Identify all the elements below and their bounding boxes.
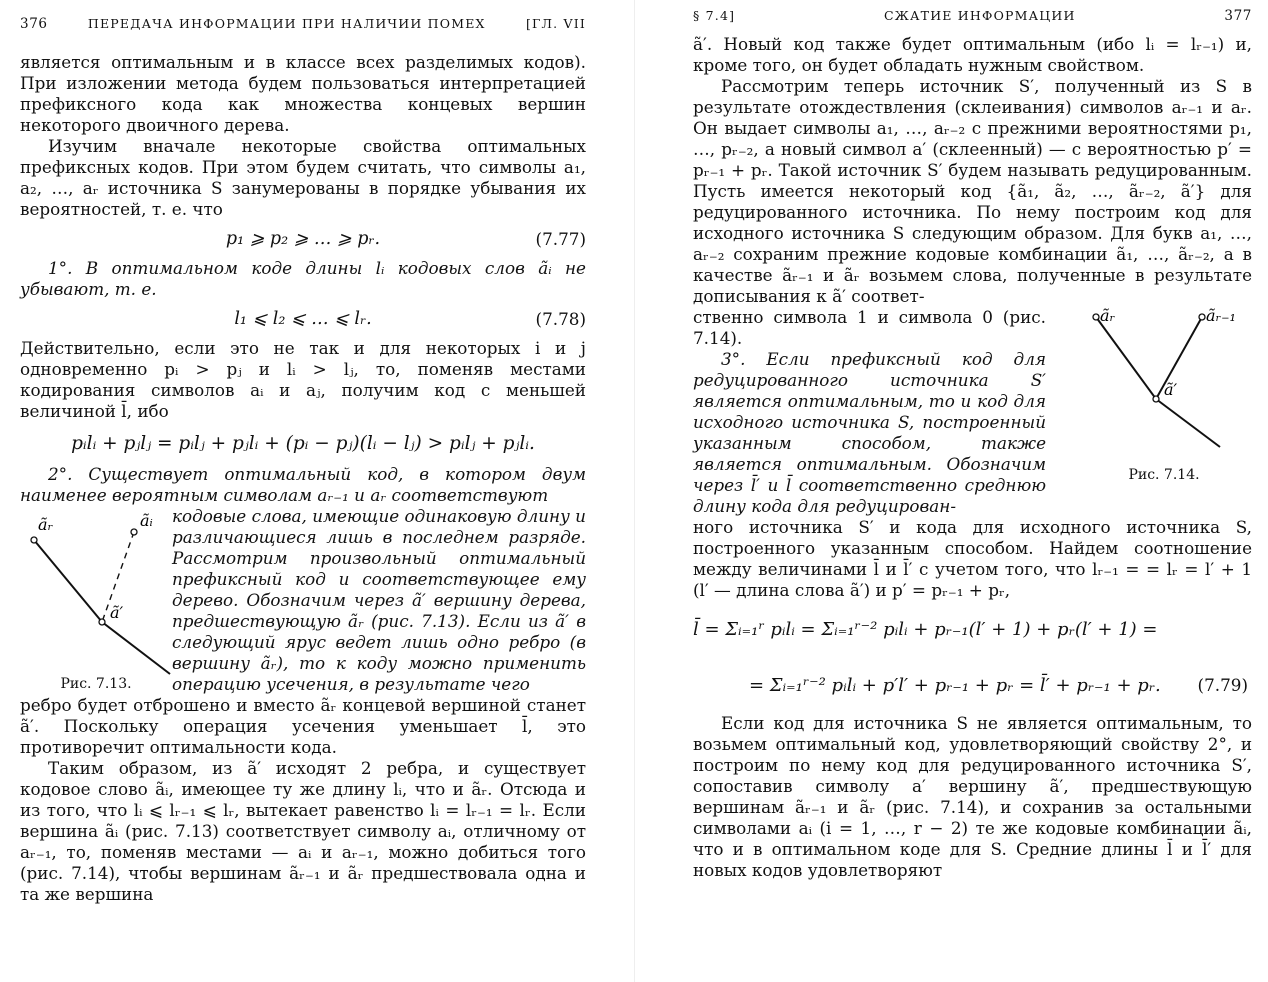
right-para-4: Если код для источника S не является оптимальным, то возьмем оптимальный код, удовлетворяющий свойству 2°, и построим по нему код для редуцированного источника S′, сопоставив символу a′ вершину ã′, предшествующую вершинам ãᵣ₋₁ и ãᵣ (рис. 7.14), и сохранив за остальными символами aᵢ (i = 1, …, r − 2) те же кодовые комбинации ãᵢ, что и в оптимальном коде для S. Средние длины l̄ и l̄′ для новых кодов удовлетворяют	[693, 713, 1252, 880]
fig13-edge-root	[102, 622, 170, 674]
left-para-1: является оптимальным и в классе всех разделимых кодов). При изложении метода будем пользоваться интерпретацией префиксного кода как множества концевых вершин некоторого двоичного дерева.	[20, 52, 586, 135]
fig14-edge-root	[1156, 399, 1220, 447]
right-running-title: СЖАТИЕ ИНФОРМАЦИИ	[883, 8, 1076, 23]
figure-7-13-block	[20, 506, 586, 695]
equation-7-78	[20, 302, 586, 336]
right-para-1: ã′. Новый код также будет оптимальным (ибо lᵢ = lᵣ₋₁) и, кроме того, он будет обладать нужным свойством.	[693, 34, 1252, 75]
figure-7-14	[1056, 307, 1252, 517]
equation-7-77	[20, 222, 586, 256]
left-running-title: ПЕРЕДАЧА ИНФОРМАЦИИ ПРИ НАЛИЧИИ ПОМЕХ	[87, 16, 486, 31]
equation-7-77-number: (7.77)	[535, 229, 586, 249]
equation-inequality-body: pᵢlᵢ + pⱼlⱼ = pᵢlⱼ + pⱼlᵢ + (pᵢ − pⱼ)(lᵢ − lⱼ) > pᵢlⱼ + pⱼlᵢ.	[71, 432, 535, 454]
proposition-2-side-text: кодовые слова, имеющие одинаковую длину и различающиеся лишь в последнем разряде. Рассмотрим произвольный оптимальный префиксный код и соответствующее ему дерево. Обозначим через ã′ вершину дерева, предшествующую ãᵣ (рис. 7.13). Если из ã′ в следующий ярус ведет лишь одно ребро (в вершину ãᵣ), то к коду можно применить операцию усечения, в результате чего	[172, 506, 586, 694]
proposition-2-side	[172, 506, 586, 695]
right-page-number: 377	[1224, 8, 1252, 24]
fig13-node-i	[131, 529, 137, 535]
fig14-label-r: ãᵣ	[1100, 307, 1116, 325]
left-chapter-label: [ГЛ. VII	[525, 16, 586, 31]
right-para-2: Рассмотрим теперь источник S′, полученный из S в результате отождествления (склеивания) символов aᵣ₋₁ и aᵣ. Он выдает символы a₁, …, aᵣ₋₂ с прежними вероятностями p₁, …, pᵣ₋₂, а новый символ a′ (склеенный) — с вероятностью p′ = pᵣ₋₁ + pᵣ. Такой источник S′ будем называть редуцированным. Пусть имеется некоторый код {ã₁, ã₂, …, ãᵣ₋₂, ã′} для редуцированного источника. По нему построим код для исходного источника S следующим образом. Для букв a₁, …, aᵣ₋₂ сохраним прежние кодовые комбинации ã₁, …, ãᵣ₋₂, а в качестве ãᵣ₋₁ и ãᵣ возьмем слова, полученные в результате дописывания к ã′ соответ-	[693, 76, 1252, 306]
equation-7-78-body: l₁ ⩽ l₂ ⩽ … ⩽ lᵣ.	[234, 309, 372, 329]
left-para-2: Изучим вначале некоторые свойства оптимальных префиксных кодов. При этом будем считать, что символы a₁, a₂, …, aᵣ источника S занумерованы в порядке убывания их вероятностей, т. е. что	[20, 136, 586, 219]
right-running-head	[693, 8, 1252, 24]
left-body	[20, 52, 586, 905]
left-para-4: ребро будет отброшено и вместо ãᵣ концевой вершиной станет ã′. Поскольку операция усечения уменьшает l̄, это противоречит оптимальности кода.	[20, 695, 586, 757]
proposition-3-column	[693, 307, 1046, 517]
figure-7-14-caption: Рис. 7.14.	[1128, 467, 1200, 483]
right-side-text: ственно символа 1 и символа 0 (рис. 7.14).	[693, 307, 1046, 348]
figure-7-13-tree	[20, 506, 172, 676]
fig13-node-parent	[99, 619, 105, 625]
fig13-node-r	[31, 537, 37, 543]
fig13-label-i: ãᵢ	[140, 511, 153, 530]
figure-7-13-caption: Рис. 7.13.	[60, 676, 132, 692]
equation-7-78-number: (7.78)	[535, 309, 586, 329]
fig14-edge-r1	[1156, 317, 1202, 399]
fig14-label-parent: ã′	[1164, 380, 1178, 399]
left-page-number: 376	[20, 16, 48, 32]
equation-7-79-line-2-body: = Σᵢ₌₁ʳ⁻² pᵢlᵢ + p′l′ + pᵣ₋₁ + pᵣ = l̄′ + pᵣ₋₁ + pᵣ.	[749, 674, 1161, 696]
right-para-3: ного источника S′ и кода для исходного источника S, построенного указанным способом. Найдем соотношение между величинами l̄ и l̄′ с учетом того, что lᵣ₋₁ = = lᵣ = l′ + 1 (l′ — длина слова ã′) и p′ = pᵣ₋₁ + pᵣ,	[693, 517, 1252, 600]
right-body	[693, 34, 1252, 881]
left-para-3: Действительно, если это не так и для некоторых i и j одновременно pᵢ > pⱼ и lᵢ > lⱼ, то, поменяв местами кодирования символов aᵢ и aⱼ, получим код с меньшей величиной l̄, ибо	[20, 338, 586, 421]
fig14-node-r1	[1199, 314, 1205, 320]
equation-7-79-line-1	[693, 601, 1252, 657]
figure-7-13	[20, 506, 172, 695]
equation-7-79-line-1-body: l̄ = Σᵢ₌₁ʳ pᵢlᵢ = Σᵢ₌₁ʳ⁻² pᵢlᵢ + pᵣ₋₁(l′ + 1) + pᵣ(l′ + 1) =	[693, 618, 1158, 640]
right-section-label: § 7.4]	[693, 8, 736, 23]
fig13-label-parent: ã′	[110, 603, 124, 622]
fig14-node-parent	[1153, 396, 1159, 402]
figure-7-14-tree	[1056, 307, 1252, 467]
proposition-3: 3°. Если префиксный код для редуцированного источника S′ является оптимальным, то и код для исходного источника S, построенный указанным способом, также является оптимальным. Обозначим через l̄′ и l̄ соответственно среднюю длину кода для редуцирован-	[693, 349, 1046, 516]
equation-inequality	[20, 424, 586, 462]
equation-7-79-number: (7.79)	[1197, 675, 1248, 695]
right-page	[634, 0, 1268, 982]
left-running-head	[20, 16, 586, 32]
equation-7-79-line-2	[693, 657, 1252, 713]
fig14-edge-r	[1096, 317, 1156, 399]
fig14-label-r1: ãᵣ₋₁	[1206, 307, 1236, 325]
fig14-node-r	[1093, 314, 1099, 320]
equation-7-77-body: p₁ ⩾ p₂ ⩾ … ⩾ pᵣ.	[225, 229, 381, 249]
proposition-1: 1°. В оптимальном коде длины lᵢ кодовых слов ãᵢ не убывают, т. е.	[20, 258, 586, 299]
left-para-5: Таким образом, из ã′ исходят 2 ребра, и существует кодовое слово ãᵢ, имеющее ту же длину lᵢ, что и ãᵣ. Отсюда и из того, что lᵢ ⩽ lᵣ₋₁ ⩽ lᵣ, вытекает равенство lᵢ = lᵣ₋₁ = lᵣ. Если вершина ãᵢ (рис. 7.13) соответствует символу aᵢ, отличному от aᵣ₋₁, то, поменяв местами — aᵢ и aᵣ₋₁, можно добиться того (рис. 7.14), чтобы вершинам ãᵣ₋₁ и ãᵣ предшествовала одна и та же вершина	[20, 758, 586, 904]
fig13-edge-r	[34, 540, 102, 622]
figure-7-14-block	[693, 307, 1252, 517]
fig13-label-r: ãᵣ	[38, 515, 54, 534]
proposition-2-head: 2°. Существует оптимальный код, в котором двум наименее вероятным символам aᵣ₋₁ и aᵣ соответствуют	[20, 464, 586, 505]
